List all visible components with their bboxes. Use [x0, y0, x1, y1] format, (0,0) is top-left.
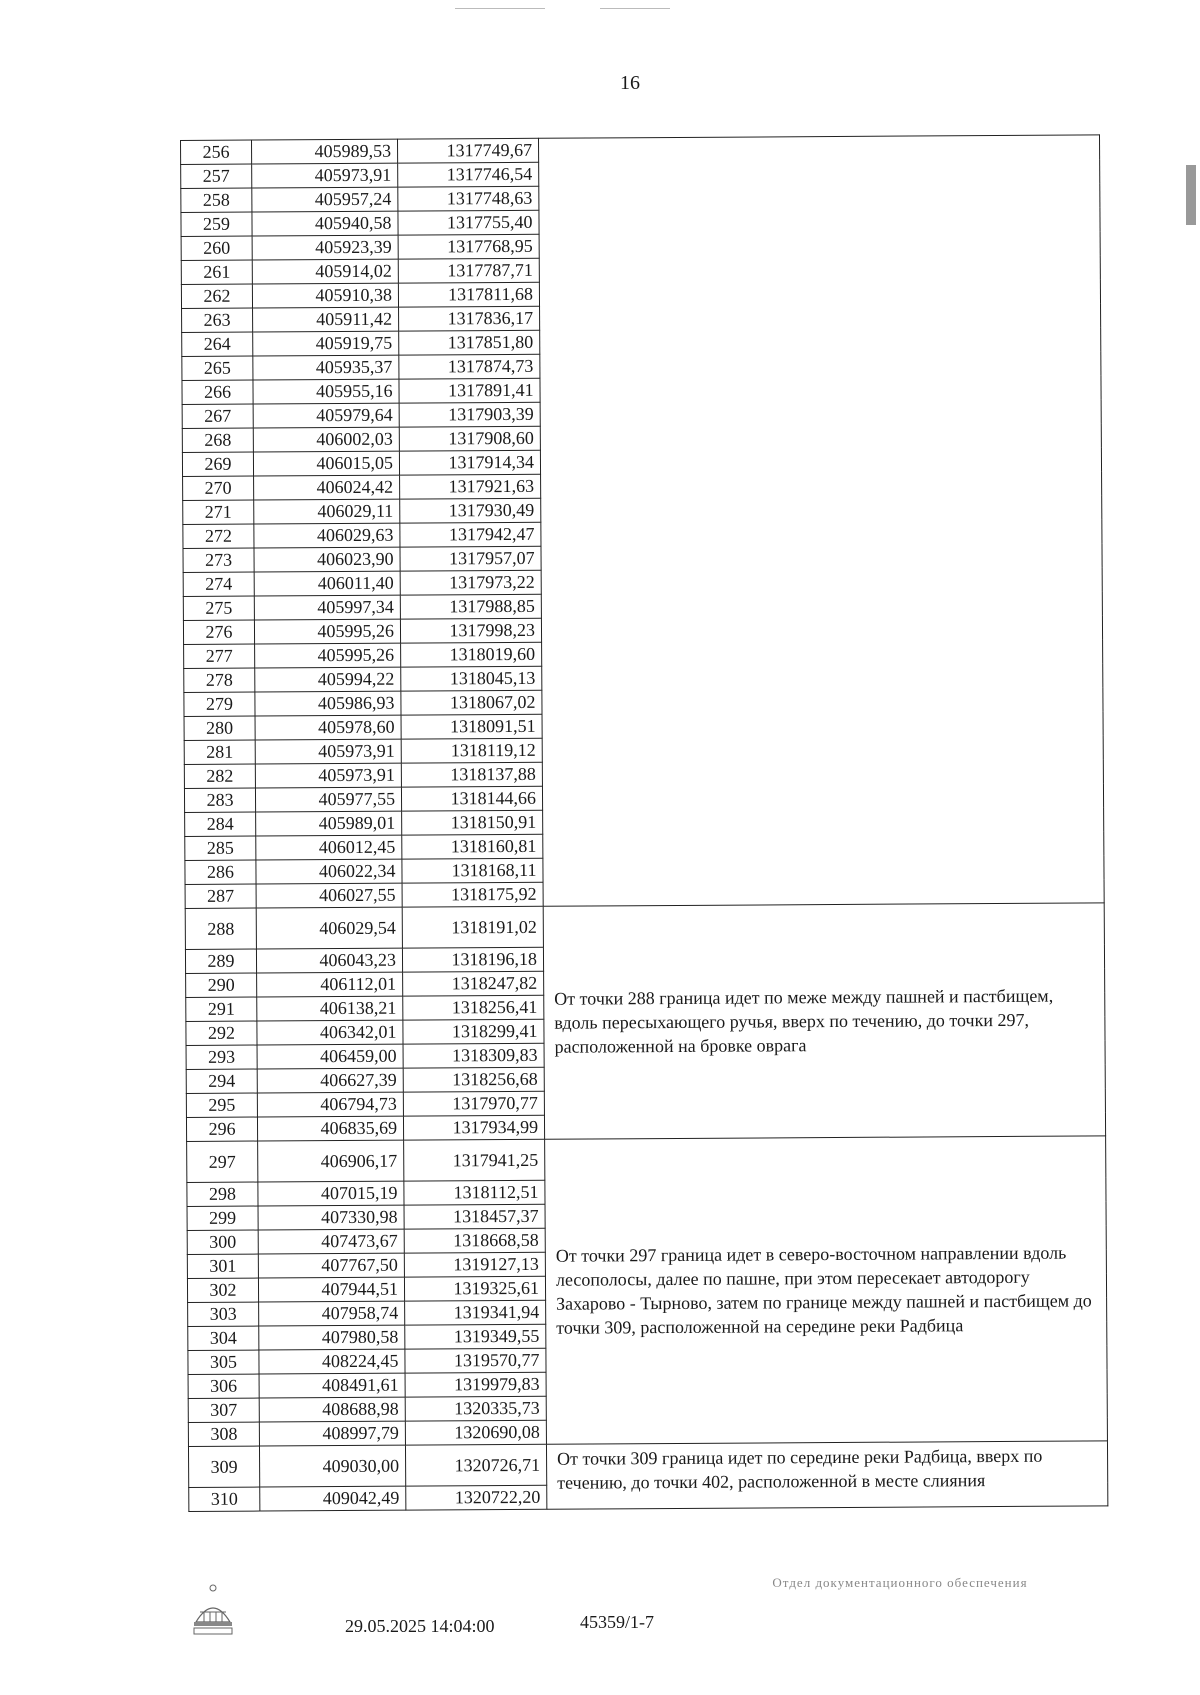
- point-number-cell: 256: [181, 140, 252, 164]
- point-number-cell: 294: [186, 1069, 257, 1093]
- point-number-cell: 293: [186, 1045, 257, 1069]
- x-coordinate-cell: 408491,61: [259, 1373, 405, 1398]
- x-coordinate-cell: 406015,05: [253, 451, 399, 476]
- point-number-cell: 284: [185, 812, 256, 836]
- point-number-cell: 305: [188, 1350, 259, 1374]
- x-coordinate-cell: 407980,58: [259, 1325, 405, 1350]
- y-coordinate-cell: 1318150,91: [402, 810, 543, 835]
- x-coordinate-cell: 405919,75: [253, 331, 399, 356]
- point-number-cell: 290: [186, 973, 257, 997]
- x-coordinate-cell: 407330,98: [258, 1205, 404, 1230]
- scan-artifact: [1186, 165, 1196, 225]
- y-coordinate-cell: 1318175,92: [402, 882, 543, 907]
- point-number-cell: 277: [184, 644, 255, 668]
- y-coordinate-cell: 1317851,80: [399, 330, 540, 355]
- x-coordinate-cell: 406043,23: [256, 948, 402, 973]
- x-coordinate-cell: 406012,45: [256, 835, 402, 860]
- point-number-cell: 286: [185, 860, 256, 884]
- x-coordinate-cell: 406027,55: [256, 883, 402, 908]
- x-coordinate-cell: 407767,50: [258, 1253, 404, 1278]
- point-number-cell: 303: [188, 1302, 259, 1326]
- point-number-cell: 295: [186, 1093, 257, 1117]
- boundary-description-cell: От точки 297 граница идет в северо-восточном направлении вдоль лесополосы, далее по пашне, при этом пересекает автодорогу Захарово - Тырново, затем по границе между пашней и пастбищем до точки 309, расположенной на середине реки Радбица: [545, 1136, 1108, 1444]
- y-coordinate-cell: 1317998,23: [400, 618, 541, 643]
- point-number-cell: 258: [181, 188, 252, 212]
- y-coordinate-cell: 1319979,83: [405, 1372, 546, 1397]
- x-coordinate-cell: 405995,26: [254, 619, 400, 644]
- x-coordinate-cell: 406024,42: [254, 475, 400, 500]
- x-coordinate-cell: 405978,60: [255, 715, 401, 740]
- x-coordinate-cell: 405923,39: [252, 235, 398, 260]
- point-number-cell: 280: [184, 716, 255, 740]
- point-number-cell: 292: [186, 1021, 257, 1045]
- y-coordinate-cell: 1318160,81: [402, 834, 543, 859]
- y-coordinate-cell: 1317942,47: [400, 522, 541, 547]
- y-coordinate-cell: 1318137,88: [401, 762, 542, 787]
- y-coordinate-cell: 1317957,07: [400, 546, 541, 571]
- point-number-cell: 282: [184, 764, 255, 788]
- table-row: [188, 1441, 1107, 1488]
- point-number-cell: 264: [182, 332, 253, 356]
- x-coordinate-cell: 405910,38: [252, 283, 398, 308]
- y-coordinate-cell: 1319570,77: [405, 1348, 546, 1373]
- point-number-cell: 260: [181, 236, 252, 260]
- y-coordinate-cell: 1317908,60: [399, 426, 540, 451]
- table-row: [181, 135, 1100, 165]
- x-coordinate-cell: 407958,74: [259, 1301, 405, 1326]
- point-number-cell: 298: [187, 1182, 258, 1206]
- x-coordinate-cell: 405989,53: [252, 139, 398, 164]
- x-coordinate-cell: 406029,54: [256, 907, 402, 949]
- y-coordinate-cell: 1318091,51: [401, 714, 542, 739]
- x-coordinate-cell: 406794,73: [257, 1092, 403, 1117]
- x-coordinate-cell: 406112,01: [257, 972, 403, 997]
- footer-document-code: 45359/1-7: [580, 1612, 654, 1632]
- boundary-coordinates-table: [180, 134, 1108, 1512]
- x-coordinate-cell: 405940,58: [252, 211, 398, 236]
- x-coordinate-cell: 405973,91: [252, 163, 398, 188]
- y-coordinate-cell: 1317874,73: [399, 354, 540, 379]
- y-coordinate-cell: 1319127,13: [404, 1252, 545, 1277]
- x-coordinate-cell: 406835,69: [257, 1116, 403, 1141]
- y-coordinate-cell: 1317755,40: [398, 210, 539, 235]
- y-coordinate-cell: 1317836,17: [399, 306, 540, 331]
- y-coordinate-cell: 1319341,94: [405, 1300, 546, 1325]
- x-coordinate-cell: 405989,01: [256, 811, 402, 836]
- boundary-description-cell: [538, 135, 1104, 906]
- y-coordinate-cell: 1317930,49: [400, 498, 541, 523]
- x-coordinate-cell: 405986,93: [255, 691, 401, 716]
- point-number-cell: 279: [184, 692, 255, 716]
- point-number-cell: 299: [187, 1206, 258, 1230]
- y-coordinate-cell: 1318144,66: [401, 786, 542, 811]
- x-coordinate-cell: 406459,00: [257, 1044, 403, 1069]
- point-number-cell: 302: [187, 1278, 258, 1302]
- point-number-cell: 275: [183, 596, 254, 620]
- x-coordinate-cell: 406022,34: [256, 859, 402, 884]
- y-coordinate-cell: 1318045,13: [401, 666, 542, 691]
- x-coordinate-cell: 405997,34: [254, 595, 400, 620]
- scan-artifact: [455, 8, 545, 9]
- boundary-description-cell: От точки 309 граница идет по середине реки Радбица, вверх по течению, до точки 402, расположенной в месте слияния: [546, 1441, 1107, 1509]
- y-coordinate-cell: 1319349,55: [405, 1324, 546, 1349]
- emblem-logo: [188, 1582, 238, 1645]
- x-coordinate-cell: 406029,11: [254, 499, 400, 524]
- x-coordinate-cell: 405977,55: [255, 787, 401, 812]
- x-coordinate-cell: 406342,01: [257, 1020, 403, 1045]
- x-coordinate-cell: 406627,39: [257, 1068, 403, 1093]
- point-number-cell: 262: [181, 284, 252, 308]
- point-number-cell: 285: [185, 836, 256, 860]
- x-coordinate-cell: 405973,91: [255, 739, 401, 764]
- y-coordinate-cell: 1318309,83: [403, 1043, 544, 1068]
- y-coordinate-cell: 1317746,54: [398, 162, 539, 187]
- point-number-cell: 270: [183, 476, 254, 500]
- y-coordinate-cell: 1318119,12: [401, 738, 542, 763]
- point-number-cell: 309: [188, 1446, 259, 1487]
- y-coordinate-cell: 1317811,68: [398, 282, 539, 307]
- point-number-cell: 300: [187, 1230, 258, 1254]
- point-number-cell: 288: [185, 908, 256, 949]
- y-coordinate-cell: 1318191,02: [402, 906, 543, 948]
- y-coordinate-cell: 1317914,34: [399, 450, 540, 475]
- point-number-cell: 272: [183, 524, 254, 548]
- y-coordinate-cell: 1317749,67: [397, 138, 538, 163]
- point-number-cell: 263: [182, 308, 253, 332]
- table-row: [185, 903, 1104, 950]
- y-coordinate-cell: 1318019,60: [401, 642, 542, 667]
- y-coordinate-cell: 1318457,37: [404, 1204, 545, 1229]
- y-coordinate-cell: 1317891,41: [399, 378, 540, 403]
- y-coordinate-cell: 1318247,82: [403, 971, 544, 996]
- footer-datetime: 29.05.2025 14:04:00: [345, 1616, 495, 1636]
- point-number-cell: 278: [184, 668, 255, 692]
- point-number-cell: 268: [182, 428, 253, 452]
- x-coordinate-cell: 408688,98: [259, 1397, 405, 1422]
- y-coordinate-cell: 1317988,85: [400, 594, 541, 619]
- y-coordinate-cell: 1320722,20: [406, 1485, 547, 1510]
- x-coordinate-cell: 406002,03: [253, 427, 399, 452]
- point-number-cell: 296: [186, 1117, 257, 1141]
- point-number-cell: 257: [181, 164, 252, 188]
- point-number-cell: 307: [188, 1398, 259, 1422]
- point-number-cell: 265: [182, 356, 253, 380]
- x-coordinate-cell: 405995,26: [255, 643, 401, 668]
- x-coordinate-cell: 406138,21: [257, 996, 403, 1021]
- point-number-cell: 301: [187, 1254, 258, 1278]
- x-coordinate-cell: 407015,19: [258, 1181, 404, 1206]
- point-number-cell: 271: [183, 500, 254, 524]
- point-number-cell: 276: [183, 620, 254, 644]
- point-number-cell: 310: [189, 1487, 260, 1511]
- x-coordinate-cell: 405979,64: [253, 403, 399, 428]
- y-coordinate-cell: 1317941,25: [404, 1139, 545, 1181]
- y-coordinate-cell: 1317787,71: [398, 258, 539, 283]
- x-coordinate-cell: 405973,91: [255, 763, 401, 788]
- point-number-cell: 297: [187, 1141, 258, 1182]
- y-coordinate-cell: 1318196,18: [402, 947, 543, 972]
- y-coordinate-cell: 1317921,63: [400, 474, 541, 499]
- boundary-description-cell: От точки 288 граница идет по меже между пашней и пастбищем, вдоль пересыхающего ручья, вверх по течению, до точки 297, расположенной на бровке оврага: [543, 903, 1105, 1139]
- x-coordinate-cell: 405935,37: [253, 355, 399, 380]
- y-coordinate-cell: 1317903,39: [399, 402, 540, 427]
- y-coordinate-cell: 1318067,02: [401, 690, 542, 715]
- point-number-cell: 259: [181, 212, 252, 236]
- x-coordinate-cell: 409042,49: [260, 1486, 406, 1511]
- y-coordinate-cell: 1319325,61: [404, 1276, 545, 1301]
- x-coordinate-cell: 409030,00: [259, 1445, 405, 1487]
- x-coordinate-cell: 405955,16: [253, 379, 399, 404]
- y-coordinate-cell: 1318299,41: [403, 1019, 544, 1044]
- table-row: [187, 1136, 1106, 1183]
- y-coordinate-cell: 1318256,41: [403, 995, 544, 1020]
- point-number-cell: 281: [184, 740, 255, 764]
- x-coordinate-cell: 406023,90: [254, 547, 400, 572]
- point-number-cell: 273: [183, 548, 254, 572]
- department-stamp: Отдел документационного обеспечения: [772, 1575, 1028, 1590]
- x-coordinate-cell: 407944,51: [258, 1277, 404, 1302]
- x-coordinate-cell: 406011,40: [254, 571, 400, 596]
- point-number-cell: 306: [188, 1374, 259, 1398]
- x-coordinate-cell: 405911,42: [253, 307, 399, 332]
- point-number-cell: 289: [185, 949, 256, 973]
- y-coordinate-cell: 1320726,71: [405, 1444, 546, 1486]
- x-coordinate-cell: 405914,02: [252, 259, 398, 284]
- point-number-cell: 304: [188, 1326, 259, 1350]
- scan-artifact: [600, 8, 670, 9]
- y-coordinate-cell: 1317768,95: [398, 234, 539, 259]
- y-coordinate-cell: 1318112,51: [404, 1180, 545, 1205]
- y-coordinate-cell: 1318668,58: [404, 1228, 545, 1253]
- point-number-cell: 287: [185, 884, 256, 908]
- y-coordinate-cell: 1317934,99: [403, 1115, 544, 1140]
- point-number-cell: 283: [184, 788, 255, 812]
- y-coordinate-cell: 1320690,08: [405, 1420, 546, 1445]
- point-number-cell: 308: [188, 1422, 259, 1446]
- y-coordinate-cell: 1318256,68: [403, 1067, 544, 1092]
- y-coordinate-cell: 1317748,63: [398, 186, 539, 211]
- x-coordinate-cell: 406029,63: [254, 523, 400, 548]
- y-coordinate-cell: 1320335,73: [405, 1396, 546, 1421]
- x-coordinate-cell: 408997,79: [259, 1421, 405, 1446]
- y-coordinate-cell: 1317970,77: [403, 1091, 544, 1116]
- page-number: 16: [620, 72, 640, 94]
- x-coordinate-cell: 405957,24: [252, 187, 398, 212]
- point-number-cell: 269: [182, 452, 253, 476]
- point-number-cell: 266: [182, 380, 253, 404]
- x-coordinate-cell: 408224,45: [259, 1349, 405, 1374]
- point-number-cell: 267: [182, 404, 253, 428]
- x-coordinate-cell: 405994,22: [255, 667, 401, 692]
- point-number-cell: 261: [181, 260, 252, 284]
- point-number-cell: 274: [183, 572, 254, 596]
- point-number-cell: 291: [186, 997, 257, 1021]
- y-coordinate-cell: 1318168,11: [402, 858, 543, 883]
- y-coordinate-cell: 1317973,22: [400, 570, 541, 595]
- x-coordinate-cell: 407473,67: [258, 1229, 404, 1254]
- x-coordinate-cell: 406906,17: [258, 1140, 404, 1182]
